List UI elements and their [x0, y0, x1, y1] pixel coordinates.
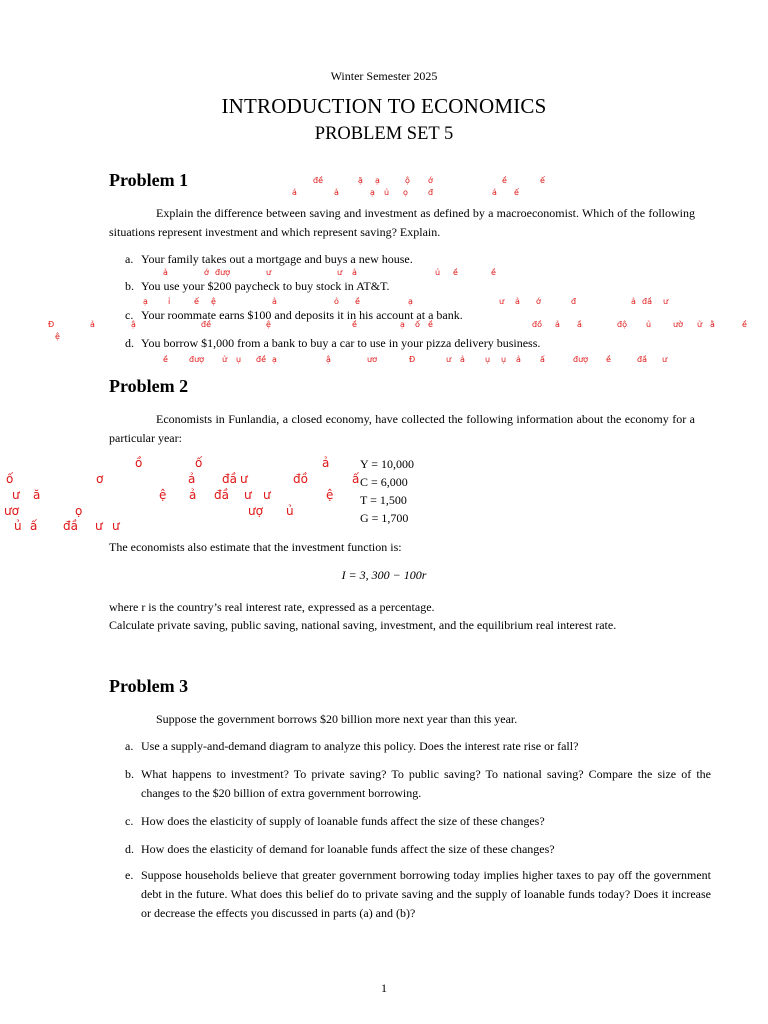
annotation-mark: ạ	[143, 297, 148, 306]
annotation-mark: ấ	[30, 519, 38, 533]
annotation-mark: ố	[415, 320, 420, 329]
investment-formula: I = 3, 300 − 100r	[341, 568, 427, 582]
problem-1-item-b	[125, 277, 695, 296]
annotation-mark: đầ	[642, 297, 652, 306]
annotation-mark: ư	[112, 519, 120, 533]
annotation-mark: ề	[453, 268, 458, 277]
annotation-mark: ư	[446, 355, 452, 364]
annotation-mark: ế	[514, 188, 519, 197]
annotation-mark: ụ	[485, 355, 491, 364]
annotation-mark: ế	[540, 176, 545, 185]
annotation-mark: ồ	[135, 456, 143, 470]
annotation-mark: ụ	[501, 355, 507, 364]
annotation-mark: ả	[292, 188, 297, 197]
value-c: C = 6,000	[360, 475, 408, 489]
annotation-mark: ư	[244, 488, 252, 502]
value-t: T = 1,500	[360, 493, 407, 507]
annotation-mark: ả	[555, 320, 560, 329]
item-label: d.	[125, 842, 134, 856]
item-label: c.	[125, 308, 134, 322]
problem-1-intro: Explain the difference between saving and investment as defined by a macroeconomist. Which of the following situations represent investment and which represent saving? Explain.	[109, 206, 695, 239]
item-label: d.	[125, 336, 134, 350]
annotation-mark: ầ	[577, 320, 582, 329]
annotation-mark: ố	[195, 456, 203, 470]
annotation-mark: ư	[95, 519, 103, 533]
annotation-mark: ạ	[370, 188, 375, 197]
problem-3-item-d	[125, 840, 711, 859]
annotation-mark: ề	[163, 355, 168, 364]
annotation-mark: ệ	[211, 297, 216, 306]
annotation-mark: ộ	[405, 176, 410, 185]
annotation-mark: ệ	[55, 332, 60, 341]
annotation-mark: ả	[352, 268, 357, 277]
annotation-mark: ề	[355, 297, 360, 306]
annotation-mark: đượ	[189, 355, 205, 364]
problem-3-heading: Problem 3	[109, 676, 189, 696]
annotation-mark: ớ	[204, 268, 209, 277]
interest-rate-definition: where r is the country’s real interest rate, expressed as a percentage.	[109, 600, 435, 614]
annotation-mark: Đ	[409, 355, 416, 364]
item-label: c.	[125, 814, 134, 828]
annotation-mark: ề	[352, 320, 357, 329]
item-text: How does the elasticity of demand for loanable funds affect the size of these changes?	[141, 842, 555, 856]
annotation-mark: ươ	[4, 504, 19, 518]
item-label: b.	[125, 279, 134, 293]
annotation-mark: đầ	[222, 472, 237, 486]
annotation-mark: ư	[663, 297, 669, 306]
item-text: Your roommate earns $100 and deposits it in his account at a bank.	[141, 308, 463, 322]
annotation-mark: ề	[502, 176, 507, 185]
annotation-mark: đồ	[293, 472, 308, 486]
item-text: You borrow $1,000 from a bank to buy a car to use in your pizza delivery business.	[141, 336, 541, 350]
annotation-mark: ằ	[710, 320, 715, 329]
semester-label: Winter Semester 2025	[330, 69, 438, 83]
annotation-mark: ủ	[14, 519, 22, 533]
annotation-mark: ả	[272, 297, 277, 306]
annotation-mark: ả	[492, 188, 497, 197]
annotation-mark: ớ	[428, 176, 433, 185]
annotation-mark: ậ	[326, 355, 331, 364]
problem-3-item-a	[125, 737, 711, 756]
annotation-mark: ỏ	[334, 297, 339, 306]
annotation-mark: ề	[606, 355, 611, 364]
annotation-mark: ặ	[358, 176, 363, 185]
annotation-mark: ư	[337, 268, 343, 277]
annotation-mark: ấ	[352, 472, 360, 486]
problem-2-intro: Economists in Funlandia, a closed economy, have collected the following information about the economy for a particular year:	[109, 412, 695, 445]
item-label: a.	[125, 739, 134, 753]
annotation-mark: đượ	[215, 268, 231, 277]
problem-3-item-b	[125, 765, 711, 803]
annotation-mark: ư	[499, 297, 505, 306]
annotation-mark: ệ	[266, 320, 271, 329]
annotation-mark: đ	[571, 297, 577, 306]
problem-1-item-d	[125, 334, 695, 353]
annotation-mark: Đ	[48, 320, 55, 329]
annotation-mark: ă	[33, 488, 41, 502]
annotation-mark: ườ	[673, 320, 683, 329]
annotation-mark: ả	[322, 456, 330, 470]
problem-2-task: Calculate private saving, public saving, national saving, investment, and the equilibrium real interest rate.	[109, 618, 617, 632]
annotation-mark: ọ	[403, 188, 408, 197]
annotation-mark: ả	[90, 320, 95, 329]
problem-3-intro: Suppose the government borrows $20 billion more next year than this year.	[156, 712, 518, 726]
annotation-mark: ớ	[536, 297, 541, 306]
document-subtitle: PROBLEM SET 5	[314, 124, 454, 144]
annotation-mark: ả	[460, 355, 465, 364]
annotation-mark: đề	[256, 355, 266, 364]
annotation-mark: ư	[662, 355, 668, 364]
annotation-mark: ạ	[375, 176, 380, 185]
item-label: b.	[125, 767, 134, 781]
annotation-mark: đầ	[214, 488, 229, 502]
problem-3-item-c	[125, 812, 711, 831]
annotation-mark: ấ	[540, 355, 545, 364]
annotation-mark: ủ	[384, 188, 390, 197]
annotation-mark: ề	[742, 320, 747, 329]
annotation-mark: ư	[263, 488, 271, 502]
item-text: You use your $200 paycheck to buy stock in AT&T.	[141, 279, 390, 293]
annotation-mark: ư	[12, 488, 20, 502]
document-title: INTRODUCTION TO ECONOMICS	[221, 94, 547, 118]
annotation-mark: ử	[697, 320, 703, 329]
annotation-mark: ư	[240, 472, 248, 486]
annotation-mark: độ	[617, 320, 627, 329]
annotation-mark: đề	[201, 320, 211, 329]
annotation-mark: ả	[515, 297, 520, 306]
annotation-mark: ụ	[236, 355, 242, 364]
annotation-mark: đượ	[573, 355, 589, 364]
annotation-mark: đ	[428, 188, 434, 197]
problem-1-heading: Problem 1	[109, 170, 189, 190]
item-label: e.	[125, 868, 134, 882]
annotation-mark: ế	[194, 297, 199, 306]
annotation-mark: ạ	[400, 320, 405, 329]
annotation-mark: ề	[428, 320, 433, 329]
annotation-mark: ả	[163, 268, 168, 277]
annotation-mark: ả	[631, 297, 636, 306]
annotation-mark: ủ	[286, 504, 294, 518]
annotation-mark: ố	[6, 472, 14, 486]
annotation-mark: ả	[189, 488, 197, 502]
annotation-mark: ươ	[367, 355, 377, 364]
item-label: a.	[125, 252, 134, 266]
annotation-mark: đầ	[637, 355, 647, 364]
annotation-mark: đầ	[63, 519, 78, 533]
annotation-mark: ỉ	[168, 297, 171, 306]
value-g: G = 1,700	[360, 511, 409, 525]
annotation-mark: ề	[491, 268, 496, 277]
annotation-mark: ử	[222, 355, 228, 364]
value-y: Y = 10,000	[360, 457, 414, 471]
annotation-mark: ượ	[248, 504, 263, 518]
item-text: Suppose households believe that greater government borrowing today implies higher taxes to pay off the government debt in the future. What does this belief do to private saving and the supply of loanable funds today? Does it increase or decrease the effects you discussed in parts (a) and (b)?	[141, 868, 711, 920]
item-text: Use a supply-and-demand diagram to analyze this policy. Does the interest rate rise or fall?	[141, 739, 579, 753]
annotation-mark: ủ	[646, 320, 652, 329]
annotation-mark: ệ	[159, 488, 167, 502]
annotation-mark: ạ	[408, 297, 413, 306]
annotation-mark: đề	[313, 176, 323, 185]
annotation-mark: ả	[188, 472, 196, 486]
problem-3-item-e	[125, 866, 711, 923]
item-text: What happens to investment? To private saving? To public saving? To national saving? Compare the size of the changes to the $20 billion of extra government borrowing.	[141, 767, 711, 800]
annotation-mark: ọ	[75, 504, 83, 518]
annotation-mark: ả	[334, 188, 339, 197]
page-number: 1	[381, 981, 387, 995]
item-text: Your family takes out a mortgage and buys a new house.	[141, 252, 413, 266]
annotation-mark: ả	[516, 355, 521, 364]
annotation-mark: ơ	[96, 472, 104, 486]
problem-1-item-a	[125, 250, 695, 269]
annotation-mark: đồ	[532, 320, 542, 329]
annotation-mark: ạ	[272, 355, 277, 364]
item-text: How does the elasticity of supply of loanable funds affect the size of these changes?	[141, 814, 545, 828]
annotation-mark: ệ	[326, 488, 334, 502]
investment-function-intro: The economists also estimate that the investment function is:	[109, 540, 402, 554]
problem-2-heading: Problem 2	[109, 376, 189, 396]
annotation-mark: ủ	[435, 268, 441, 277]
annotation-mark: ư	[266, 268, 272, 277]
annotation-mark: ậ	[131, 320, 136, 329]
